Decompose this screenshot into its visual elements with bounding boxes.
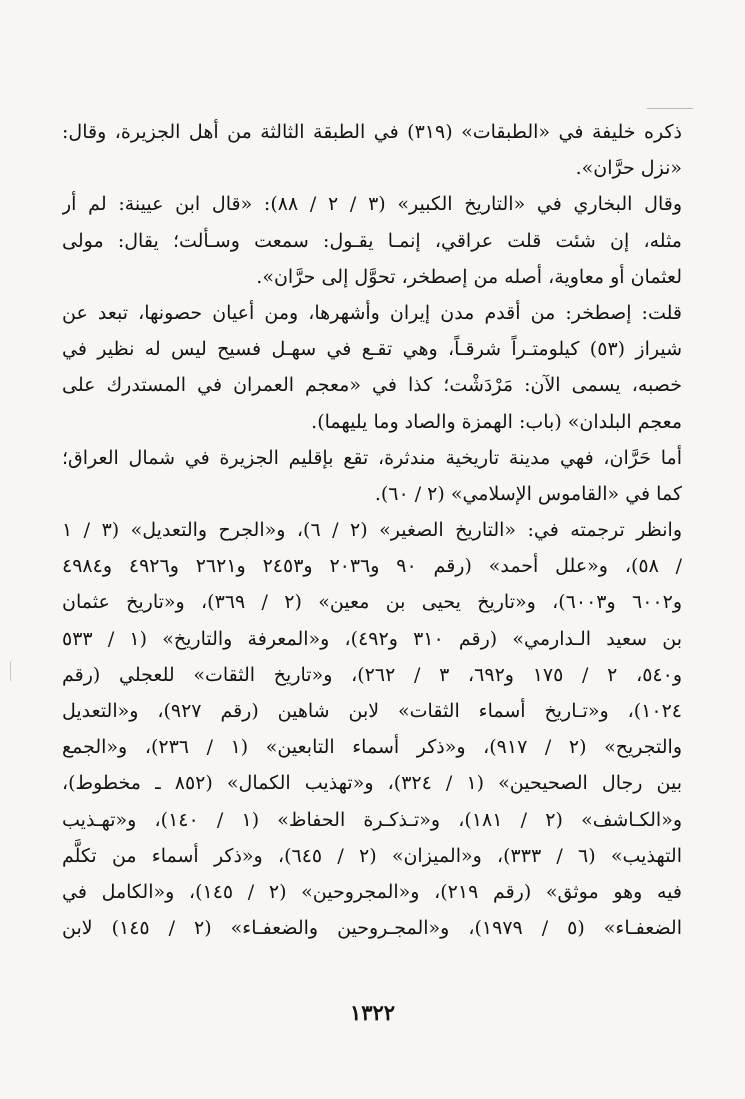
text-line: فيه وهو موثق» (رقم ٢١٩)، و«المجروحين» (٢ / ١٤٥)، و«الكامل في — [62, 880, 682, 903]
paragraph-istakhr — [62, 295, 682, 440]
text-line: و٥٤٠، ٢ / ١٧٥ و٦٩٢، ٣ / ٢٦٢)، و«تاريخ الثقات» للعجلي (رقم — [62, 663, 682, 686]
text-line: خصبه، يسمى الآن: مَرْدَشْت؛ كذا في «معجم العمران في المستدرك على — [62, 374, 682, 397]
page-number: ١٣٢٢ — [349, 1000, 396, 1025]
text-line: معجم البلدان» (باب: الهمزة والصاد وما يليهما). — [311, 410, 682, 433]
paragraph-harran — [62, 440, 682, 512]
text-line: ذكره خليفة في «الطبقات» (٣١٩) في الطبقة الثالثة من أهل الجزيرة، وقال: — [62, 121, 682, 143]
text-line: و«الكـاشف» (٢ / ١٨١)، و«تـذكـرة الحفاظ» (١ / ١٤٠)، و«تهـذيب — [62, 808, 682, 831]
paragraph-bukhari — [62, 186, 682, 295]
text-line: شيراز (٥٣) كيلومتـراً شرقـاً، وهي تقـع في سهـل فسيح ليس له نظير في — [62, 338, 682, 361]
text-line: بن سعيد الـدارمي» (رقم ٣١٠ و٤٩٢)، و«المعرفة والتاريخ» (١ / ٥٣٣ — [62, 627, 682, 650]
margin-mark — [10, 660, 17, 682]
paragraph-references — [62, 512, 682, 946]
text-line: ١٠٢٤)، و«تـاريخ أسماء الثقات» لابن شاهين (رقم ٩٢٧)، و«التعديل — [62, 700, 682, 722]
text-line: بين رجال الصحيحين» (١ / ٣٢٤)، و«تهذيب الكمال» (٨٥٢ ـ مخطوط)، — [62, 772, 682, 795]
text-line: وقال البخاري في «التاريخ الكبير» (٣ / ٢ / ٨٨): «قال ابن عيينة: لم أر — [62, 193, 682, 216]
paragraph-khalifa — [62, 114, 682, 186]
text-line: وانظر ترجمته في: «التاريخ الصغير» (٢ / ٦)، و«الجرح والتعديل» (٣ / ١ — [62, 519, 682, 542]
text-line: لعثمان أو معاوية، أصله من إصطخر، تحوَّل إلى حرَّان». — [256, 265, 682, 288]
text-line: كما في «القاموس الإسلامي» (٢ / ٦٠). — [374, 482, 682, 505]
page-edge-mark — [647, 108, 693, 109]
text-line: / ٥٨)، و«علل أحمد» (رقم ٩٠ و٢٠٣٦ و٢٤٥٣ و٢٦٢١ و٤٩٢٦ و٤٩٨٤ — [62, 555, 682, 578]
text-line: قلت: إصطخر: من أقدم مدن إيران وأشهرها، ومن أعيان حصونها، تبعد عن — [62, 301, 682, 324]
text-line: و٦٠٠٢ و٦٠٠٣)، و«تاريخ يحيى بن معين» (٢ / ٣٦٩)، و«تاريخ عثمان — [62, 591, 682, 614]
text-line: التهذيب» (٦ / ٣٣٣)، و«الميزان» (٢ / ٦٤٥)، و«ذكر أسماء من تكلَّم — [62, 844, 682, 867]
text-line: والتجريح» (٢ / ٩١٧)، و«ذكر أسماء التابعين» (١ / ٢٣٦)، و«الجمع — [62, 736, 682, 759]
text-line: الضعفـاء» (٥ / ١٩٧٩)، و«المجـروحين والضعفـاء» (٢ / ١٤٥) لابن — [62, 917, 682, 940]
text-line: مثله، إن شئت قلت عراقي، إنمـا يقـول: سمعت وسـألت؛ يقال: مولى — [62, 229, 682, 252]
footnote-text — [62, 114, 682, 946]
text-line: «نزل حرَّان». — [575, 157, 682, 180]
text-line: أما حَرَّان، فهي مدينة تاريخية مندثرة، تقع بإقليم الجزيرة في شمال العراق؛ — [62, 446, 682, 469]
